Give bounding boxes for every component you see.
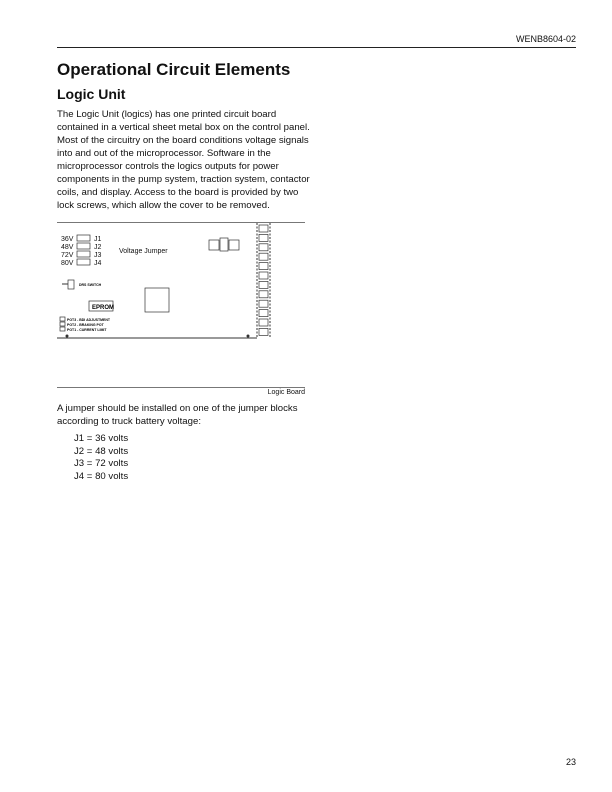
pot1-label: POT1 - CURRENT LIMIT (67, 328, 107, 332)
pot2-label: POT2 - BRAKING POT (67, 323, 104, 327)
logic-board-diagram (57, 223, 305, 387)
voltage-80: 80V (61, 260, 74, 267)
connector-terminal (259, 225, 268, 232)
connector-terminal (259, 328, 268, 335)
connector-terminal (259, 234, 268, 241)
jumper-list (74, 433, 128, 483)
connector-terminal (259, 244, 268, 251)
connector-terminal (259, 263, 268, 270)
connector-terminal (259, 272, 268, 279)
intro-paragraph: The Logic Unit (logics) has one printed circuit board contained in a vertical sheet metal box on the control panel. Most of the circuitry on the board conditions voltage signals into and out of the microprocessor. Software in the microprocessor controls the logics outputs for power components in the pump system, traction system, contactor coils, and display. Access to the board is provided by two lock screws, which allow the cover to be removed. (57, 109, 310, 211)
connector-terminal (259, 281, 268, 288)
connector-terminal (259, 310, 268, 317)
voltage-72: 72V (61, 252, 74, 259)
list-item: J4 = 80 volts (74, 470, 129, 482)
header-rule (57, 47, 576, 48)
connector-terminal (259, 291, 268, 298)
connector-terminal (259, 253, 268, 260)
list-item: J3 = 72 volts (74, 458, 129, 469)
logic-board-figure (57, 222, 305, 388)
eprom-label: EPROM (92, 305, 115, 311)
jumper-j2: J2 (94, 244, 102, 251)
list-item: J1 = 36 volts (74, 433, 129, 444)
document-id: WENB8604-02 (515, 34, 576, 44)
jumper-paragraph: A jumper should be installed on one of the jumper blocks according to truck battery voltage: (57, 403, 298, 427)
page-title: Operational Circuit Elements (57, 60, 291, 79)
connector-terminal (259, 319, 268, 326)
jumper-j1: J1 (94, 236, 102, 243)
connector-terminal (259, 300, 268, 307)
voltage-jumper-label: Voltage Jumper (119, 248, 168, 255)
list-item: J2 = 48 volts (74, 445, 129, 457)
voltage-48: 48V (61, 244, 74, 251)
jumper-j3: J3 (94, 252, 102, 259)
voltage-36: 36V (61, 236, 74, 243)
pot3-label: POT3 - BDI ADJUSTMENT (67, 318, 111, 322)
section-heading: Logic Unit (57, 86, 126, 102)
page-number: 23 (565, 757, 576, 767)
jumper-j4: J4 (94, 260, 102, 267)
figure-caption: Logic Board (267, 389, 305, 396)
drs-switch-label: DRS SWITCH (79, 283, 102, 287)
